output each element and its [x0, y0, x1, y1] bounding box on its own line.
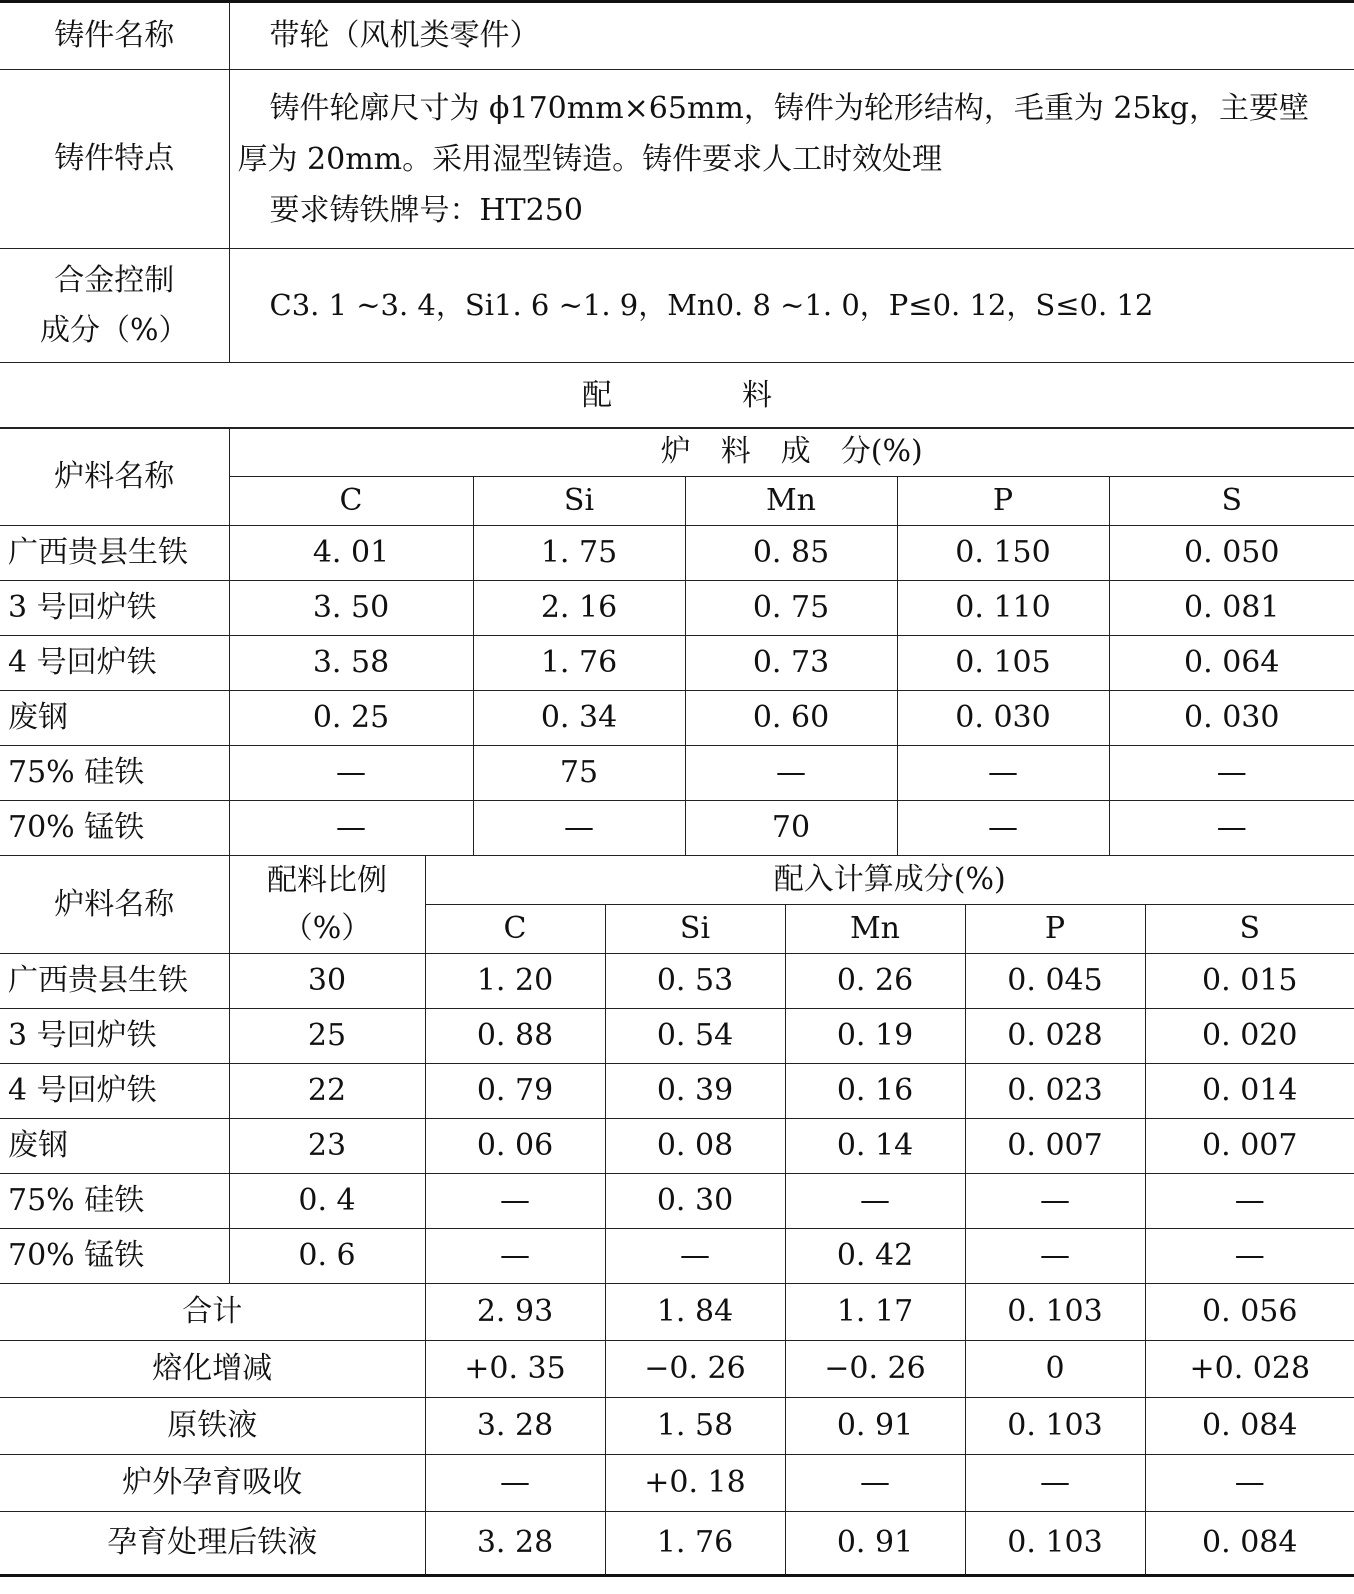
table-row	[0, 1119, 1354, 1174]
cell: —	[425, 1455, 605, 1512]
cell: 0. 53	[605, 954, 785, 1009]
alloy-label-line-2: 成分（%）	[39, 312, 189, 348]
cell: 2. 16	[473, 581, 685, 636]
cell: +0. 35	[425, 1341, 605, 1398]
cell: 0. 028	[965, 1009, 1145, 1064]
cell: 0. 16	[785, 1064, 965, 1119]
calc-col-si: Si	[605, 905, 785, 954]
cell: 0. 08	[605, 1119, 785, 1174]
summary-row	[0, 1455, 1354, 1512]
calc-ratio-header-line-1: 配料比例	[267, 862, 387, 898]
cell: —	[785, 1455, 965, 1512]
row-name: 70% 锰铁	[0, 801, 229, 856]
table-row	[0, 1229, 1354, 1284]
cell: 0. 60	[685, 691, 897, 746]
calc-group-header: 配入计算成分(%)	[425, 856, 1354, 905]
calc-col-mn: Mn	[785, 905, 965, 954]
cell: 0. 081	[1109, 581, 1354, 636]
cell: 3. 58	[229, 636, 473, 691]
charge-col-mn: Mn	[685, 477, 897, 526]
charge-col-p: P	[897, 477, 1109, 526]
table-row	[0, 1009, 1354, 1064]
row-ratio: 0. 6	[229, 1229, 425, 1284]
cell: 0. 030	[897, 691, 1109, 746]
cell: —	[897, 801, 1109, 856]
cell: 4. 01	[229, 526, 473, 581]
table-row	[0, 1174, 1354, 1229]
cell: 0. 007	[965, 1119, 1145, 1174]
summary-label: 合计	[0, 1284, 425, 1341]
cell: 1. 20	[425, 954, 605, 1009]
cell: 0. 056	[1145, 1284, 1354, 1341]
cell: 0. 064	[1109, 636, 1354, 691]
row-name: 广西贵县生铁	[0, 526, 229, 581]
charge-group-header: 炉 料 成 分(%)	[229, 428, 1354, 477]
cell: 0. 25	[229, 691, 473, 746]
row-name: 75% 硅铁	[0, 1174, 229, 1229]
table-row	[0, 954, 1354, 1009]
summary-label: 原铁液	[0, 1398, 425, 1455]
feature-line-2: 厚为 20mm。采用湿型铸造。铸件要求人工时效处理	[237, 141, 943, 177]
table-row	[0, 746, 1354, 801]
cell: —	[965, 1455, 1145, 1512]
row-name: 3 号回炉铁	[0, 1009, 229, 1064]
cell: 0	[965, 1341, 1145, 1398]
cell: 0. 105	[897, 636, 1109, 691]
cell: 0. 030	[1109, 691, 1354, 746]
table-row	[0, 636, 1354, 691]
charge-section	[0, 427, 1354, 856]
cell: 0. 91	[785, 1398, 965, 1455]
cell: 75	[473, 746, 685, 801]
cell: 0. 91	[785, 1512, 965, 1576]
cell: 0. 084	[1145, 1512, 1354, 1576]
cell: —	[685, 746, 897, 801]
section-title-char-1: 配	[582, 377, 612, 413]
row-name: 70% 锰铁	[0, 1229, 229, 1284]
cell: 3. 28	[425, 1398, 605, 1455]
name-value: 带轮（风机类零件）	[229, 2, 1354, 70]
cell: 0. 88	[425, 1009, 605, 1064]
alloy-label-line-1: 合金控制	[54, 262, 175, 298]
summary-label: 孕育处理后铁液	[0, 1512, 425, 1576]
row-name: 4 号回炉铁	[0, 1064, 229, 1119]
cell: —	[1145, 1229, 1354, 1284]
cell: −0. 26	[785, 1341, 965, 1398]
calc-col-p: P	[965, 905, 1145, 954]
summary-row	[0, 1512, 1354, 1576]
cell: —	[1109, 801, 1354, 856]
row-name: 废钢	[0, 1119, 229, 1174]
cell: —	[897, 746, 1109, 801]
section-title-char-2: 料	[742, 377, 772, 413]
charge-table	[0, 427, 1354, 856]
cell: 0. 75	[685, 581, 897, 636]
calc-section	[0, 855, 1354, 1577]
feature-line-3: 要求铸铁牌号：HT250	[269, 192, 583, 228]
table-row	[0, 581, 1354, 636]
info-table	[0, 0, 1354, 429]
row-name: 3 号回炉铁	[0, 581, 229, 636]
cell: 0. 103	[965, 1512, 1145, 1576]
cell: —	[965, 1174, 1145, 1229]
summary-label: 熔化增减	[0, 1341, 425, 1398]
cell: 0. 26	[785, 954, 965, 1009]
row-name: 75% 硅铁	[0, 746, 229, 801]
calc-ratio-header	[229, 856, 425, 954]
name-label: 铸件名称	[0, 2, 229, 70]
cell: 0. 110	[897, 581, 1109, 636]
calc-name-header: 炉料名称	[0, 856, 229, 954]
calc-col-c: C	[425, 905, 605, 954]
cell: 0. 045	[965, 954, 1145, 1009]
table-row	[0, 691, 1354, 746]
feature-value	[229, 70, 1354, 249]
cell: 0. 103	[965, 1284, 1145, 1341]
cell: —	[965, 1229, 1145, 1284]
feature-line-1: 铸件轮廓尺寸为 ϕ170mm×65mm，铸件为轮形结构，毛重为 25kg，主要壁	[269, 90, 1309, 126]
row-ratio: 22	[229, 1064, 425, 1119]
cell: 0. 020	[1145, 1009, 1354, 1064]
cell: —	[425, 1229, 605, 1284]
table-row	[0, 1064, 1354, 1119]
row-name: 4 号回炉铁	[0, 636, 229, 691]
cell: 0. 150	[897, 526, 1109, 581]
cell: 0. 014	[1145, 1064, 1354, 1119]
cell: 0. 050	[1109, 526, 1354, 581]
cell: 1. 17	[785, 1284, 965, 1341]
cell: 0. 023	[965, 1064, 1145, 1119]
cell: 0. 007	[1145, 1119, 1354, 1174]
cell: 0. 34	[473, 691, 685, 746]
calc-table	[0, 855, 1354, 1577]
cell: —	[425, 1174, 605, 1229]
cell: 0. 19	[785, 1009, 965, 1064]
cell: —	[1145, 1174, 1354, 1229]
row-ratio: 0. 4	[229, 1174, 425, 1229]
cell: —	[785, 1174, 965, 1229]
cell: 70	[685, 801, 897, 856]
cell: 0. 42	[785, 1229, 965, 1284]
feature-label: 铸件特点	[0, 70, 229, 249]
cell: 3. 50	[229, 581, 473, 636]
table-row	[0, 801, 1354, 856]
cell: +0. 028	[1145, 1341, 1354, 1398]
cell: 1. 58	[605, 1398, 785, 1455]
cell: —	[229, 801, 473, 856]
cell: —	[473, 801, 685, 856]
row-name: 废钢	[0, 691, 229, 746]
cell: 0. 103	[965, 1398, 1145, 1455]
cell: —	[229, 746, 473, 801]
summary-row	[0, 1398, 1354, 1455]
cell: 1. 76	[473, 636, 685, 691]
cell: 1. 75	[473, 526, 685, 581]
charge-col-c: C	[229, 477, 473, 526]
cell: —	[1109, 746, 1354, 801]
charge-name-header: 炉料名称	[0, 428, 229, 526]
charge-col-s: S	[1109, 477, 1354, 526]
cell: 2. 93	[425, 1284, 605, 1341]
cell: —	[605, 1229, 785, 1284]
alloy-value: C3. 1 ~3. 4，Si1. 6 ~1. 9，Mn0. 8 ~1. 0，P≤0. 12，S≤0. 12	[229, 249, 1354, 363]
calc-col-s: S	[1145, 905, 1354, 954]
summary-label: 炉外孕育吸收	[0, 1455, 425, 1512]
cell: 0. 30	[605, 1174, 785, 1229]
row-name: 广西贵县生铁	[0, 954, 229, 1009]
row-ratio: 23	[229, 1119, 425, 1174]
section-title	[0, 363, 1354, 429]
cell: 0. 06	[425, 1119, 605, 1174]
info-section	[0, 0, 1354, 429]
cell: 0. 084	[1145, 1398, 1354, 1455]
cell: 0. 54	[605, 1009, 785, 1064]
cell: +0. 18	[605, 1455, 785, 1512]
summary-row	[0, 1341, 1354, 1398]
cell: 0. 73	[685, 636, 897, 691]
cell: 0. 39	[605, 1064, 785, 1119]
cell: 3. 28	[425, 1512, 605, 1576]
table-row	[0, 526, 1354, 581]
cell: 0. 14	[785, 1119, 965, 1174]
cell: 0. 85	[685, 526, 897, 581]
row-ratio: 30	[229, 954, 425, 1009]
row-ratio: 25	[229, 1009, 425, 1064]
cell: 1. 76	[605, 1512, 785, 1576]
cell: 0. 015	[1145, 954, 1354, 1009]
charge-col-si: Si	[473, 477, 685, 526]
alloy-label	[0, 249, 229, 363]
calc-ratio-header-line-2: （%）	[282, 910, 372, 946]
cell: 0. 79	[425, 1064, 605, 1119]
cell: —	[1145, 1455, 1354, 1512]
cell: 1. 84	[605, 1284, 785, 1341]
summary-row	[0, 1284, 1354, 1341]
cell: −0. 26	[605, 1341, 785, 1398]
